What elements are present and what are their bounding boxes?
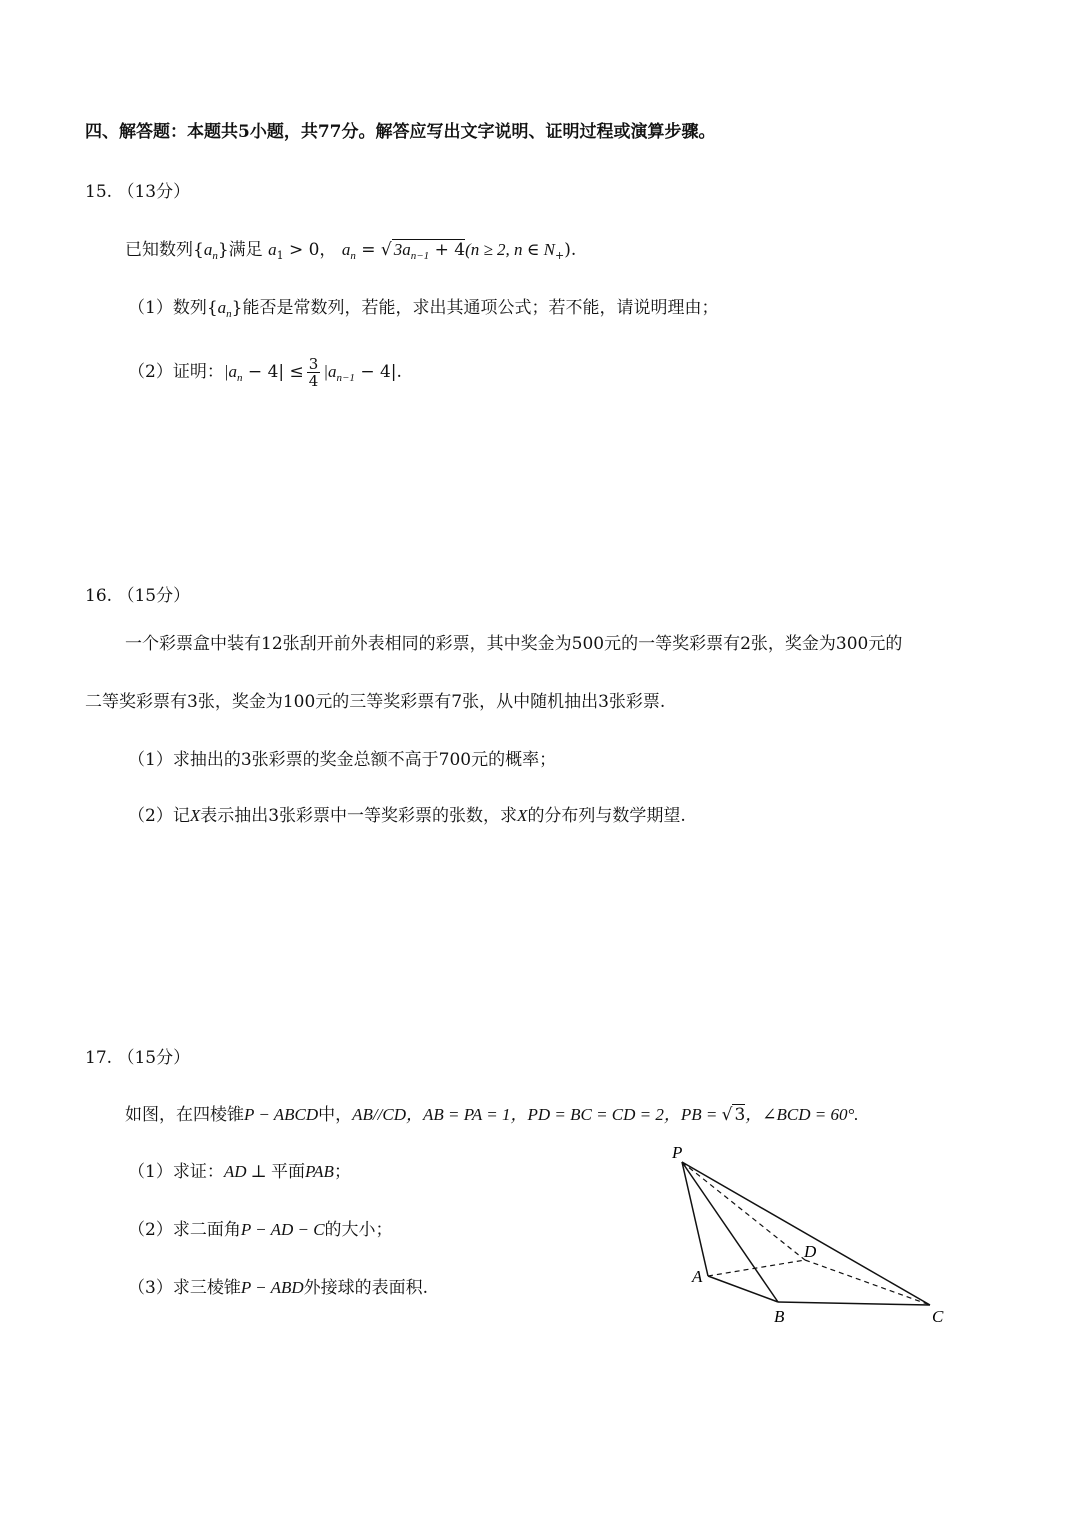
q15-p2-label: （2） [128,362,173,382]
q15-radicand [392,239,465,260]
label-P: P [672,1143,683,1162]
q15-cond-end: ). [564,240,577,260]
question-16-header [85,584,190,608]
q15-p2-right-end: − 4|. [354,362,402,382]
q17-equalities: ，AB = PA = 1，PD = BC = CD = 2，PB = [405,1105,722,1124]
q15-brace: } [217,240,229,260]
q16-p2-text: 的分布列与数学期望. [527,806,686,826]
q16-p2-text: 表示抽出3张彩票中一等奖彩票的张数，求 [200,806,518,826]
q17-p1-plane: PAB [304,1162,334,1181]
sqrt-sign: √ [380,240,392,260]
q17-p1-end: ； [333,1162,351,1182]
pyramid-figure [660,1140,980,1330]
q15-sub: n [350,250,356,262]
edge-BC [778,1302,930,1305]
q17-parallel: AB//CD [352,1105,406,1124]
q16-x: X [517,806,528,825]
question-15-part-1 [128,296,718,320]
question-15-header [85,180,190,204]
question-17-points: （15分） [117,1048,191,1068]
q15-p1-label: （1） [128,298,173,318]
q15-a: a [268,240,277,259]
sqrt-sign: √ [721,1105,733,1125]
q16-p1-label: （1） [128,750,173,770]
q15-text: 已知数列 [125,240,193,260]
q15-p2-left: |a [223,362,238,381]
q17-p1-text: 平面 [270,1162,305,1182]
q15-radicand-a: 3a [393,240,411,259]
q17-p2-text: 求二面角 [172,1220,241,1240]
q15-a: a [203,240,213,259]
q15-p2-left-end: − 4| ≤ [242,362,304,382]
q16-p2-text: 记 [172,806,190,826]
question-17-number: 17. [85,1048,113,1068]
q15-sub: n [237,372,243,384]
edge-AD [708,1260,805,1276]
q15-eq: = [355,240,381,260]
q17-p1-label: （1） [128,1162,173,1182]
question-16-stem-line-1: 一个彩票盒中装有12张刮开前外表相同的彩票，其中奖金为500元的一等奖彩票有2张，奖金为300元的 [125,634,903,654]
q15-a: a [341,240,351,259]
q17-p3-text: 求三棱锥 [172,1278,241,1298]
q15-sub: n−1 [336,372,355,384]
q17-p3-math: P − ABD [240,1278,304,1297]
question-16-points: （15分） [117,586,191,606]
q15-sub: 1 [276,249,284,262]
q15-a: a [217,298,227,317]
q16-x: X [189,806,201,825]
q17-text: 如图，在四棱锥 [125,1105,244,1125]
q15-brace: { [193,240,204,260]
q15-brace: { [206,298,218,318]
label-A: A [692,1267,703,1286]
q15-p1-text: 能否是常数列，若能，求出其通项公式；若不能，请说明理由； [242,298,719,318]
question-15-stem [125,238,576,262]
q15-sub: n [212,250,218,262]
fraction-3-4 [307,356,321,389]
q16-p2-label: （2） [128,806,173,826]
q17-p1-math: AD ⊥ [223,1162,271,1181]
section-heading: 四、解答题：本题共5小题，共77分。解答应写出文字说明、证明过程或演算步骤。 [85,122,716,142]
question-17-part-3 [128,1276,428,1300]
label-D: D [804,1242,817,1261]
question-15-number: 15. [85,182,113,202]
question-16-part-2 [128,804,686,828]
q15-gt0: > 0， [283,240,337,260]
fraction-denominator: 4 [308,372,319,390]
fraction-numerator: 3 [308,355,319,373]
q17-p3-text: 外接球的表面积. [303,1278,429,1298]
q16-p1-text: 求抽出的3张彩票的奖金总额不高于700元的概率； [172,750,557,770]
q15-p2-text: 证明： [172,362,224,382]
label-B: B [774,1307,785,1326]
q17-p1-text: 求证： [172,1162,224,1182]
q15-text: 满足 [228,240,263,260]
question-15-part-2 [128,352,402,392]
q15-brace: } [231,298,243,318]
label-C: C [932,1307,944,1326]
question-16-stem-line-2: 二等奖彩票有3张，奖金为100元的三等奖彩票有7张，从中随机抽出3张彩票. [85,692,666,712]
q17-p2-math: P − AD − C [240,1220,325,1239]
edge-DC [805,1260,930,1305]
question-17-header [85,1046,190,1070]
question-17-part-1 [128,1160,351,1184]
pyramid-diagram [660,1140,980,1330]
question-16-part-1 [128,748,556,772]
question-17-part-2 [128,1218,393,1242]
q15-sub: + [554,249,565,262]
q17-p2-label: （2） [128,1220,173,1240]
q15-radicand-rest: + 4 [429,240,466,260]
q15-p1-text: 数列 [172,298,207,318]
q15-sub: n−1 [410,250,430,262]
q15-p2-right: |a [323,362,337,381]
edge-AB [708,1276,778,1302]
question-17-stem [125,1103,859,1127]
q15-cond: (n ≥ 2, n ∈ N [465,240,555,259]
q17-angle: ，∠BCD = 60°. [745,1105,859,1124]
q17-p3-label: （3） [128,1278,173,1298]
q17-pyramid: P − ABCD [244,1105,319,1124]
q17-text: 中， [318,1105,353,1125]
question-15-points: （13分） [117,182,191,202]
q15-sub: n [226,308,232,320]
edge-PC [682,1162,930,1305]
q17-p2-text: 的大小； [324,1220,393,1240]
q17-sqrt3: 3 [734,1105,746,1125]
question-16-number: 16. [85,586,113,606]
